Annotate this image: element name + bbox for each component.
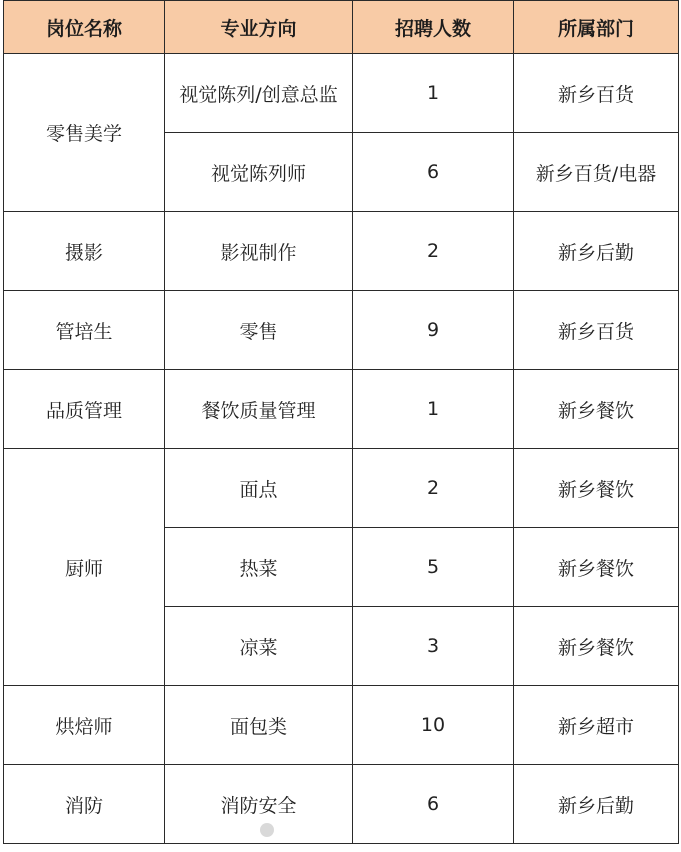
table-header-row [4, 1, 679, 54]
table-row [4, 765, 679, 844]
watermark [260, 820, 280, 838]
table-row [4, 54, 679, 133]
header-position: 岗位名称 [4, 1, 165, 54]
cell-specialty: 面点 [165, 449, 353, 528]
cell-specialty: 消防安全 [165, 765, 353, 844]
cell-count: 6 [353, 765, 514, 844]
header-count: 招聘人数 [353, 1, 514, 54]
cell-count: 1 [353, 54, 514, 133]
cell-position: 零售美学 [4, 54, 165, 212]
cell-count: 9 [353, 291, 514, 370]
cell-specialty: 面包类 [165, 686, 353, 765]
cell-department: 新乡超市 [514, 686, 679, 765]
cell-specialty: 视觉陈列/创意总监 [165, 54, 353, 133]
cell-count: 2 [353, 449, 514, 528]
cell-position: 厨师 [4, 449, 165, 686]
header-department: 所属部门 [514, 1, 679, 54]
cell-department: 新乡百货/电器 [514, 133, 679, 212]
cell-specialty: 凉菜 [165, 607, 353, 686]
cell-count: 10 [353, 686, 514, 765]
cell-position: 摄影 [4, 212, 165, 291]
cell-count: 5 [353, 528, 514, 607]
cell-department: 新乡百货 [514, 54, 679, 133]
cell-department: 新乡餐饮 [514, 449, 679, 528]
table-row [4, 370, 679, 449]
cell-specialty: 视觉陈列师 [165, 133, 353, 212]
table-row [4, 291, 679, 370]
table-row [4, 212, 679, 291]
cell-specialty: 热菜 [165, 528, 353, 607]
recruitment-table [3, 0, 679, 844]
cell-count: 1 [353, 370, 514, 449]
cell-department: 新乡餐饮 [514, 528, 679, 607]
cell-department: 新乡后勤 [514, 765, 679, 844]
cell-position: 烘焙师 [4, 686, 165, 765]
cell-department: 新乡后勤 [514, 212, 679, 291]
header-specialty: 专业方向 [165, 1, 353, 54]
cell-position: 消防 [4, 765, 165, 844]
table-row [4, 686, 679, 765]
cell-department: 新乡餐饮 [514, 370, 679, 449]
cell-department: 新乡百货 [514, 291, 679, 370]
cell-specialty: 影视制作 [165, 212, 353, 291]
table-row [4, 449, 679, 528]
cell-count: 2 [353, 212, 514, 291]
cell-specialty: 零售 [165, 291, 353, 370]
cell-specialty: 餐饮质量管理 [165, 370, 353, 449]
cell-count: 6 [353, 133, 514, 212]
cell-department: 新乡餐饮 [514, 607, 679, 686]
cell-count: 3 [353, 607, 514, 686]
cell-position: 品质管理 [4, 370, 165, 449]
cell-position: 管培生 [4, 291, 165, 370]
watermark-avatar-icon [260, 823, 274, 837]
